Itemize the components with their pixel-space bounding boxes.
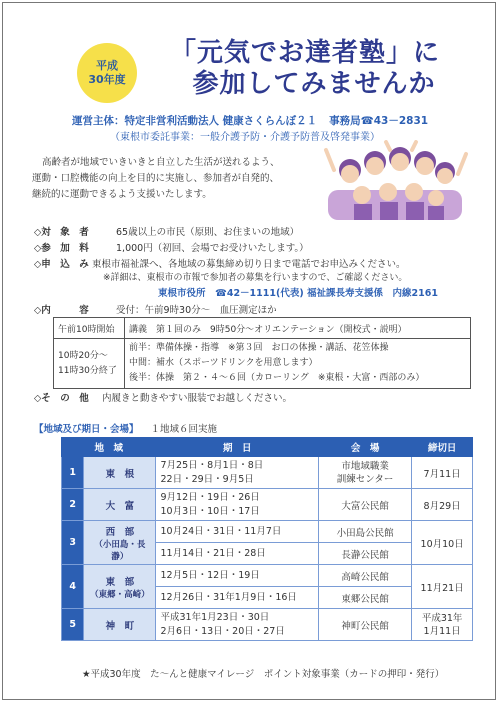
row-area [84, 521, 156, 565]
table-row [62, 609, 473, 641]
schedule-row [54, 318, 471, 339]
organizer-main: 運営主体：特定非営利活動法人 健康さくらんぼ２１ [72, 115, 318, 127]
row-area [84, 565, 156, 609]
schedule-time: 午前10時開始 [54, 318, 125, 339]
schedule-desc: 講義 第１回のみ 9時50分～オリエンテーション（開校式・説明） [125, 318, 471, 339]
schedule-time: 10時20分～ 11時30分終了 [54, 339, 125, 389]
schedule-row [54, 339, 471, 389]
row-deadline: 10月10日 [412, 521, 473, 565]
commission-note: （東根市委託事業：一般介護予防・介護予防普及啓発事業） [110, 132, 380, 143]
date-line: 10月3日・10日・17日 [160, 505, 260, 517]
details-note: ※詳細は、東根市の市報で参加者の募集を行いますので、ご確認ください。 [103, 273, 408, 283]
contact-info: 東根市役所 ☎42－1111(代表) 福祉課長寿支援係 内線2161 [158, 288, 438, 299]
row-number: 3 [62, 521, 84, 565]
row-dates: 12月26日・31年1月9日・16日 [156, 587, 318, 609]
date-line: 22日・29日・9月5日 [160, 473, 254, 485]
title-line2: 参加してみませんか [192, 69, 436, 99]
intro-line: 高齢者が地域でいきいきと自立した生活が送れるよう、 [42, 157, 280, 168]
row-area: 神 町 [84, 609, 156, 641]
eligibility-label: ◇対 象 者 [34, 227, 89, 238]
venue-line: 市地域職業 [341, 460, 389, 472]
intro-line: 運動・口腔機能の向上を目的に実施し、参加者が自発的、 [32, 173, 280, 184]
schedule-desc: 後半：体操 第２・４～６回（カローリング ※東根・大富・西部のみ） [129, 373, 425, 383]
venue-line: 訓練センター [336, 473, 394, 485]
row-dates [156, 609, 318, 641]
row-area: 大 富 [84, 489, 156, 521]
row-venue: 高崎公民館 [318, 565, 411, 587]
schedule-desc-group [125, 339, 471, 389]
title-line1: 「元気でお達者塾」に [169, 38, 440, 68]
row-venue [318, 457, 411, 489]
row-deadline: 8月29日 [412, 489, 473, 521]
venue-table [61, 437, 473, 641]
content-value: 受付：午前9時30分～ 血圧測定ほか [116, 305, 277, 316]
fee-label: ◇参 加 料 [34, 243, 89, 254]
eligibility-value: 65歳以上の市民（原則、お住まいの地域） [116, 227, 300, 238]
schedule-desc: 中間：補水（スポーツドリンクを用意します） [129, 358, 318, 368]
eligibility-row [34, 224, 299, 238]
row-dates: 11月14日・21日・28日 [156, 543, 318, 565]
row-deadline: 平成31年 1月11日 [412, 609, 473, 641]
area-sub: （東郷・高崎） [90, 589, 150, 600]
fee-value: 1,000円（初回、会場でお受けいたします。） [116, 243, 309, 254]
row-number: 4 [62, 565, 84, 609]
footer-note: ★平成30年度 た～んと健康マイレージ ポイント対象事業（カードの押印・発行） [82, 669, 445, 680]
schedule-desc: 前半：準備体操・指導 ※第３回 お口の体操・講話、花笠体操 [129, 343, 389, 353]
cheering-seniors-illustration [320, 140, 470, 220]
row-deadline: 7月11日 [412, 457, 473, 489]
other-row [34, 390, 292, 404]
organizer-office: 事務局☎43－2831 [329, 115, 429, 127]
header-dates: 期 日 [156, 438, 318, 457]
area-sub: （小田島・長瀞） [94, 539, 146, 562]
badge-line2: 30年度 [88, 73, 126, 86]
section-note: １地域６回実施 [150, 424, 218, 435]
date-line: 2月6日・13日・20日・27日 [160, 625, 285, 637]
row-venue: 大富公民館 [318, 489, 411, 521]
header-deadline: 締切日 [412, 438, 473, 457]
schedule-table [53, 317, 471, 389]
section-title: 【地域及び期日・会場】 [34, 424, 139, 435]
table-row [62, 565, 473, 587]
date-line: 9月12日・19日・26日 [160, 491, 260, 503]
row-venue: 神町公民館 [318, 609, 411, 641]
organizer [72, 113, 472, 128]
date-line: 7月25日・8月1日・8日 [160, 459, 264, 471]
area-name: 東 部 [105, 576, 135, 588]
date-line: 平成31年1月23日・30日 [160, 611, 270, 623]
row-venue: 小田島公民館 [318, 521, 411, 543]
row-number: 2 [62, 489, 84, 521]
header-area: 地 域 [62, 438, 156, 457]
intro-line: 継続的に運動できるよう支援いたします。 [32, 189, 212, 200]
application-value: 東根市福祉課へ、各地域の募集締め切り日まで電話でお申込みください。 [92, 259, 406, 270]
row-dates: 10月24日・31日・11月7日 [156, 521, 318, 543]
fee-row [34, 240, 309, 254]
application-row [34, 256, 406, 270]
other-label: ◇そ の 他 [34, 393, 89, 404]
header-venue: 会 場 [318, 438, 411, 457]
table-row [62, 457, 473, 489]
badge-line1: 平成 [96, 59, 118, 72]
row-number: 5 [62, 609, 84, 641]
table-header [62, 438, 473, 457]
row-deadline: 11月21日 [412, 565, 473, 609]
table-row [62, 521, 473, 543]
area-name: 西 部 [105, 526, 135, 538]
content-row [34, 302, 277, 316]
year-badge [77, 43, 137, 103]
application-label: ◇申 込 み [34, 259, 89, 270]
row-dates [156, 489, 318, 521]
table-row [62, 489, 473, 521]
schedule-section-title [34, 421, 217, 435]
other-value: 内履きと動きやすい服装でお越しください。 [102, 393, 293, 404]
intro-text [32, 155, 312, 203]
row-venue: 長瀞公民館 [318, 543, 411, 565]
content-label: ◇内 容 [34, 305, 89, 316]
row-number: 1 [62, 457, 84, 489]
page-title [140, 38, 470, 100]
row-dates [156, 457, 318, 489]
row-venue: 東郷公民館 [318, 587, 411, 609]
row-area: 東 根 [84, 457, 156, 489]
row-dates: 12月5日・12日・19日 [156, 565, 318, 587]
